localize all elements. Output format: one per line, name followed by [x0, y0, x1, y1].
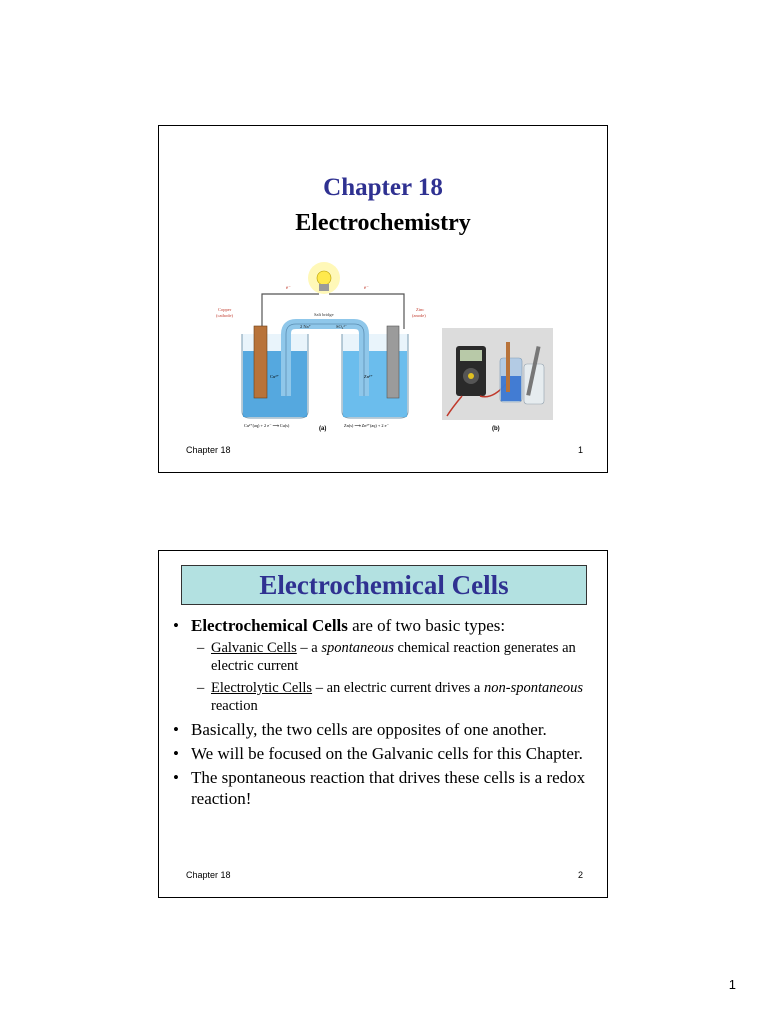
bullet: • Basically, the two cells are opposites of one another. [173, 720, 547, 739]
slide-1 [158, 125, 608, 473]
electron-label-left: e⁻ [286, 286, 291, 291]
slide-footer-number: 2 [577, 870, 583, 880]
voltmeter-photo [442, 328, 553, 420]
so4-bridge-label: SO₄²⁻ [336, 324, 348, 329]
term-galvanic: Galvanic Cells [211, 640, 297, 656]
page-number: 1 [728, 977, 736, 992]
na-label: 2 Na⁺ [300, 324, 311, 329]
bullet-text: Basically, the two cells are opposites of one another. [191, 720, 547, 739]
sub-bullet-text: chemical reaction generates an electric current [211, 640, 576, 674]
bullet: • The spontaneous reaction that drives these cells is a redox reaction! [173, 768, 586, 808]
anode-equation: Zn(s) ⟶ Zn²⁺(aq) + 2 e⁻ [344, 423, 389, 428]
term-electrolytic: Electrolytic Cells [211, 680, 313, 696]
sub-bullet-text: reaction [211, 698, 258, 714]
slide-title: Electrochemical Cells [259, 570, 509, 600]
slide-2 [158, 550, 608, 898]
slide-footer-number: 1 [577, 445, 583, 455]
slide-footer-chapter: Chapter 18 [186, 445, 231, 455]
bullet: • We will be focused on the Galvanic cells for this Chapter. [173, 744, 583, 763]
slide-subtitle: Electrochemistry [295, 210, 471, 236]
cu-ion-label: Cu²⁺ [270, 374, 279, 379]
sub-bullet-italic: non-spontaneous [483, 680, 584, 696]
cathode-equation: Cu²⁺(aq) + 2 e⁻ ⟶ Cu(s) [244, 423, 290, 428]
figure-a-label: (a) [319, 426, 327, 432]
sub-bullet: – Electrolytic Cells – an electric current drives a non-spontaneous reaction [197, 680, 584, 714]
bullet-text: The spontaneous reaction that drives these cells is a redox reaction! [191, 768, 586, 808]
salt-bridge-label: Salt bridge [314, 312, 334, 317]
bullet: • Electrochemical Cells are of two basic types: [173, 616, 506, 635]
figure-b-label: (b) [492, 426, 500, 432]
anode-label: (anode) [412, 313, 426, 318]
galvanic-cell-diagram [204, 256, 434, 431]
slide-footer-chapter: Chapter 18 [186, 870, 231, 880]
bullet-bold: Electrochemical Cells [191, 616, 348, 635]
sub-bullet-italic: spontaneous [321, 640, 394, 656]
zn-ion-label: Zn²⁺ [364, 374, 373, 379]
sub-bullet-text: – an electric current drives a [312, 680, 484, 696]
slide-title: Chapter 18 [323, 174, 443, 201]
slide-content [173, 615, 593, 812]
bullet-text: We will be focused on the Galvanic cells for this Chapter. [191, 744, 583, 763]
sub-bullet-text: – a [296, 640, 322, 656]
slide-title-box [181, 565, 587, 605]
copper-label: Copper [218, 307, 232, 312]
zinc-label: Zinc [416, 307, 425, 312]
sub-bullet: – Galvanic Cells – a spontaneous chemical reaction generates an electric current [197, 640, 576, 674]
bullet-text: are of two basic types: [347, 616, 506, 635]
cathode-label: (cathode) [216, 313, 233, 318]
electron-label-right: e⁻ [364, 286, 369, 291]
